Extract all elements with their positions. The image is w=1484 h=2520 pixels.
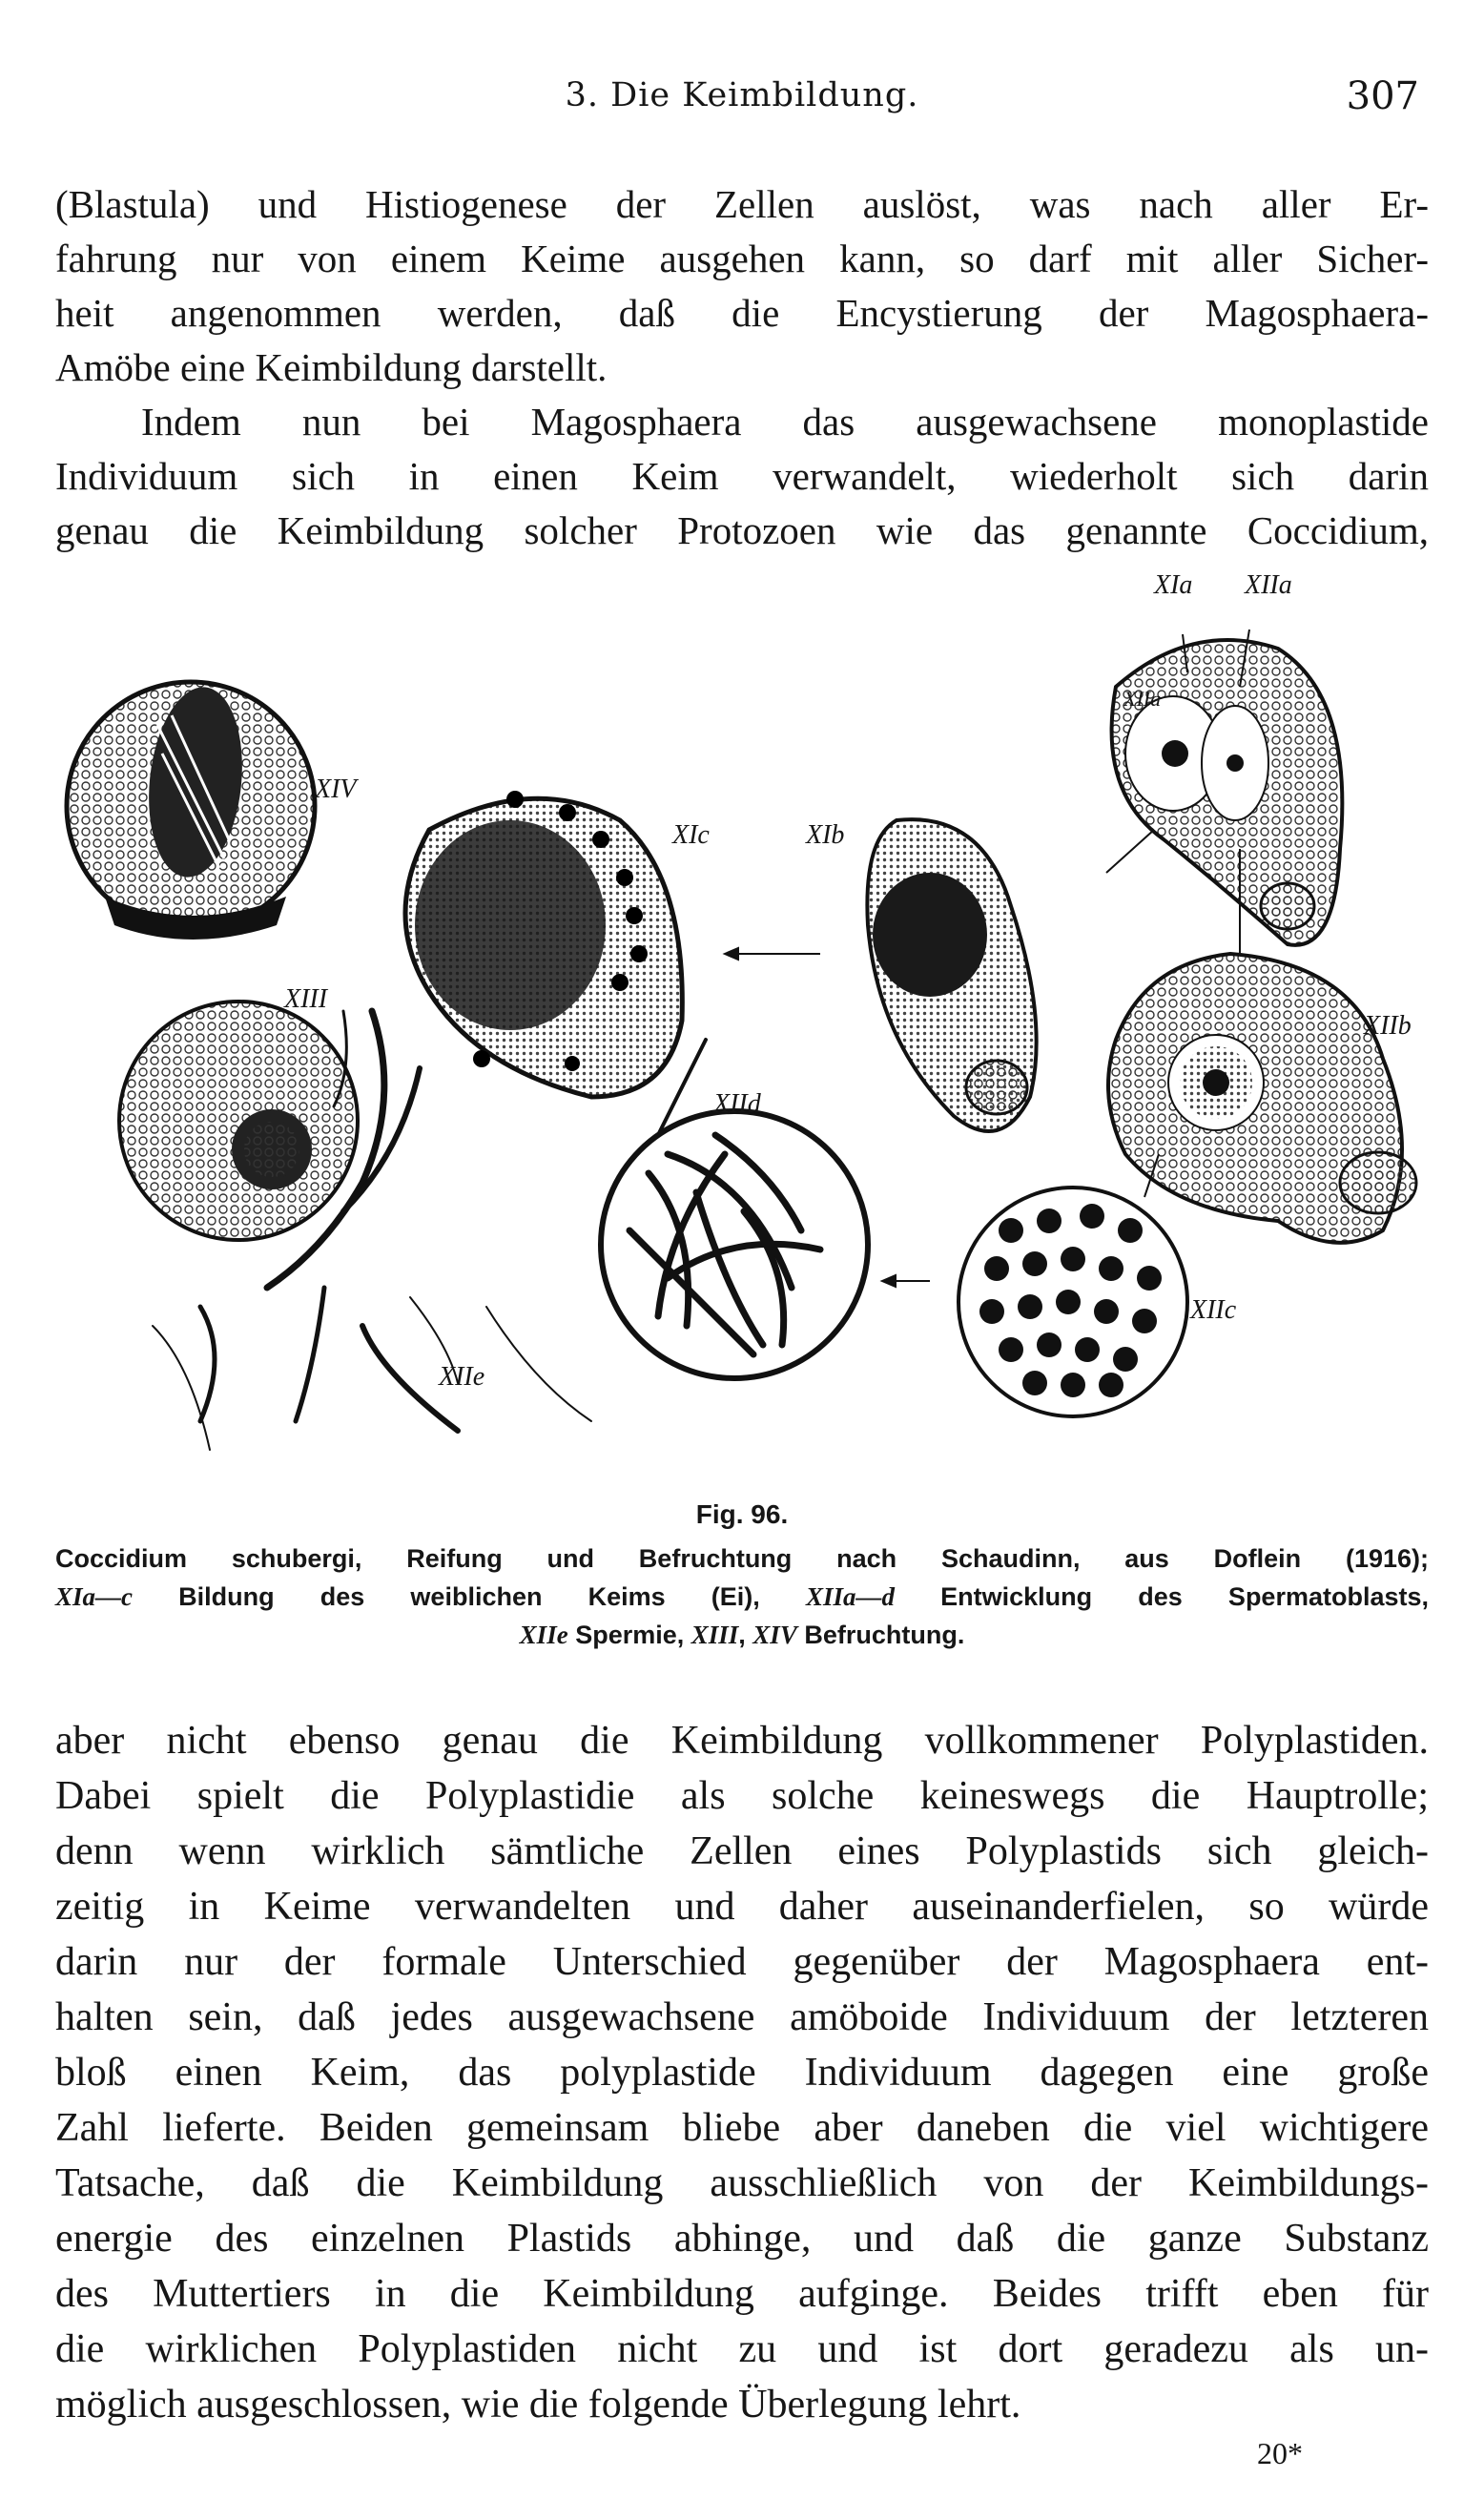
text-line: des Muttertiers in die Keimbildung aufginge. Beides trifft eben für [55,2272,1429,2316]
caption-ref: XIIa—d [805,1582,895,1611]
text-line: aber nicht ebenso genau die Keimbildung vollkommener Polyplastiden. [55,1719,1429,1763]
figure-label: XIV [315,775,357,804]
figure-label: XIIb [1364,1011,1412,1041]
text-line: Dabei spielt die Polyplastidie als solche keineswegs die Hauptrolle; [55,1774,1429,1818]
top-paragraph [55,177,1429,558]
cell-xiid [601,1111,868,1378]
caption-text: Befruchtung. [796,1621,965,1649]
text-line: Indem nun bei Magosphaera das ausgewachsene monoplastide [141,400,1429,444]
cell-xib [867,819,1036,1131]
figure-label: XIa [1154,570,1193,600]
running-head: 3. Die Keimbildung. [565,76,919,114]
figure-label: XIIa [1123,687,1162,711]
figure-label: XIc [672,820,710,850]
text-line: genau die Keimbildung solcher Protozoen wie das genannte Coccidium, [55,508,1429,552]
caption-text: Bildung des weiblichen Keims (Ei), [133,1582,806,1611]
text-line: (Blastula) und Histiogenese der Zellen auslöst, was nach aller Er- [55,182,1429,226]
figure-label: XIId [713,1089,761,1119]
caption-ref: XIII [690,1621,739,1649]
text-line: die wirklichen Polyplastiden nicht zu und ist dort geradezu als un- [55,2327,1429,2371]
text-line: heit angenommen werden, daß die Encystierung der Magosphaera- [55,291,1429,335]
caption-ref: XIa—c [55,1582,133,1611]
text-line: möglich ausgeschlossen, wie die folgende Überlegung lehrt. [55,2383,1021,2427]
text-line: darin nur der formale Unterschied gegenüber der Magosphaera ent- [55,1940,1429,1984]
text-line: Individuum sich in einen Keim verwandelt, wiederholt sich darin [55,454,1429,498]
caption-line: Coccidium schubergi, Reifung und Befruchtung nach Schaudinn, aus Doflein (1916); [55,1544,1429,1573]
bottom-paragraph [55,1713,1429,2432]
caption-text: Spermie, [567,1621,691,1649]
cell-xia-xiia [1106,630,1342,945]
text-line: Zahl lieferte. Beiden gemeinsam bliebe aber daneben die viel wichtigere [55,2106,1429,2150]
text-line: zeitig in Keime verwandelten und daher auseinanderfielen, so würde [55,1885,1429,1929]
figure-label: XIb [806,820,845,850]
signature-mark: 20* [1257,2436,1303,2470]
cell-xiii [119,1002,358,1240]
text-line: halten sein, daß jedes ausgewachsene amöboide Individuum der letzteren [55,1995,1429,2039]
figure-number: Fig. 96. [695,1499,789,1529]
cell-xiv [67,682,315,940]
text-line: Tatsache, daß die Keimbildung ausschließlich von der Keimbildungs- [55,2161,1429,2205]
figure-label: XIIe [439,1362,485,1392]
caption-line [55,1616,1429,1654]
text-line: fahrung nur von einem Keime ausgehen kann, so darf mit aller Sicher- [55,237,1429,280]
caption-text: , [738,1621,753,1649]
text-line: Amöbe eine Keimbildung darstellt. [55,345,608,389]
text-line: bloß einen Keim, das polyplastide Individuum dagegen eine große [55,2051,1429,2095]
figure-label: XIII [284,984,328,1014]
page-number: 307 [1346,74,1419,118]
text-line: energie des einzelnen Plastids abhinge, und daß die ganze Substanz [55,2217,1429,2261]
cell-xiib [1108,954,1416,1243]
cell-xic [405,791,682,1097]
caption-ref: XIIe [519,1621,568,1649]
caption-ref: XIV [752,1621,797,1649]
caption-line [55,1578,1429,1616]
cell-xiic [958,1188,1187,1416]
text-line: denn wenn wirklich sämtliche Zellen eines Polyplastids sich gleich- [55,1829,1429,1873]
figure-label: XIIa [1245,570,1292,600]
figure-illustration [0,563,1484,1478]
figure-caption [55,1539,1429,1654]
caption-text: Entwicklung des Spermatoblasts, [894,1582,1429,1611]
figure-label: XIIc [1190,1295,1237,1325]
